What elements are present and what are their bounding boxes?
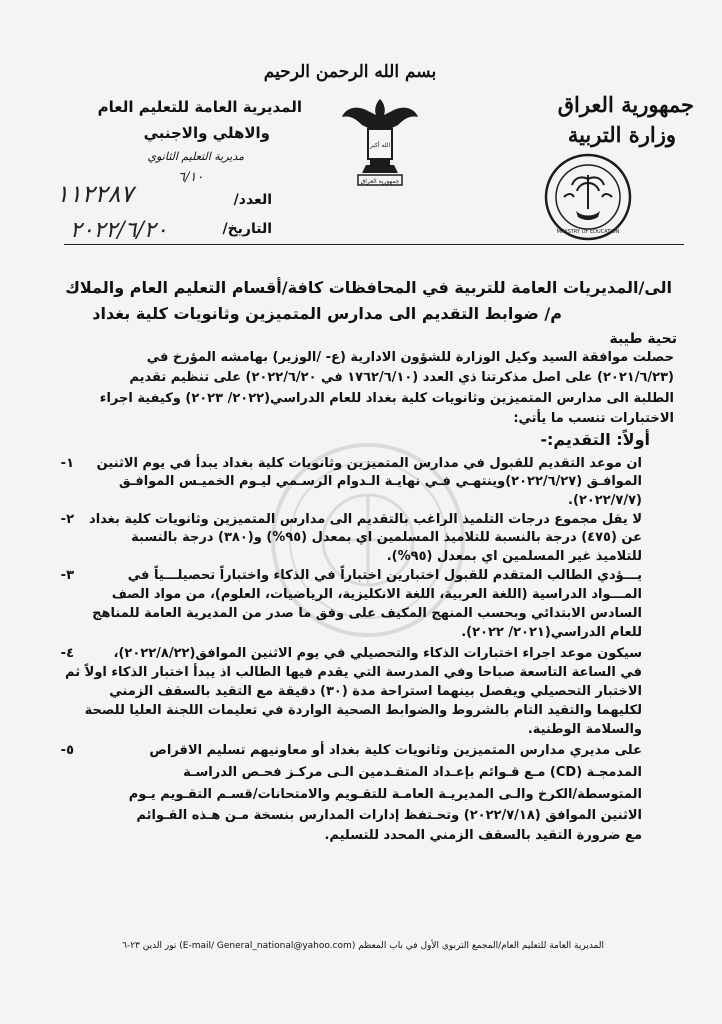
item-number: ٥- [60,743,74,758]
item-number: ٣- [60,568,74,583]
addressee: الى/المديريات العامة للتربية في المحافظات كافة/أقسام التعليم العام والملاك [65,278,672,297]
intro-line: (٢٠٢١/٦/٢٣) على اصل مذكرتنا ذي العدد (١٧٦٢/٦/١٠ في ٢٠٢٢/٦/٢٠) على تنظيم تقديم [129,370,674,385]
iraq-eagle-emblem-icon [340,95,420,187]
item-line: يـــؤدي الطالب المتقدم للقبول اختبارين اختباراً في الذكاء واختباراً تحصيلـــياً في [127,568,642,583]
item-line: لكليهما والتقيد التام بالشروط والضوابط الصحية الواردة في تعليمات اللجنة العليا للصحة [84,703,642,718]
intro-line: حصلت موافقة السيد وكيل الوزارة للشؤون الادارية (ع- /الوزير) بهامشه المؤرخ في [146,350,674,365]
item-line: الاختبار التحصيلي ويفصل بينهما استراحة مدة (٣٠) دقيقة مع التقيد بالسقف الزمني [109,684,642,699]
item-line: سيكون موعد اجراء اختبارات الذكاء والتحصيلي في يوم الاثنين الموافق(٢٠٢٢/٨/٢٢)، [113,646,642,661]
item-line: الموافـق (٢٠٢٢/٦/٢٧)وينتهـي فـي نهايـة الـدوام الرسـمي ليـوم الخميـس الموافـق [119,474,642,489]
emblem-base-text: جمهورية العراق [360,178,400,185]
item-line: المـــواد الدراسية (اللغة العربية، اللغة الانكليزية، الرياضيات، العلوم)، من مواد الصف [111,587,642,602]
greeting: تحية طيبة [609,331,677,347]
header-divider [64,244,684,245]
directorate-line-3: مديرية التعليم الثانوي [147,150,244,163]
item-line: السادس الابتدائي وبحسب المنهج المكيف على وفق ما صدر من المديرية العامة للمناهج [92,606,642,621]
item-line: في الساعة التاسعة صباحا وفي المدرسة التي يقدم فيها الطالب اذ يبدأ اختبار الذكاء اولاً ثم [65,665,642,680]
item-number: ٢- [60,512,74,527]
item-line: المدمجـة (CD) مـع قـوائم بإعـداد المتقـدمين الـى مركـز فحـص الدراسـة [183,765,642,780]
handwritten-number: ١١٢٢٨٧ [56,180,134,208]
item-line: ان موعد التقديم للقبول في مدارس المتميزين وثانويات كلية بغداد يبدأ في يوم الاثنين [96,456,642,471]
item-line: على مديري مدارس المتميزين وثانويات كلية بغداد أو معاونيهم تسليم الاقراص [149,743,642,758]
item-line: عن (٤٧٥) درجة بالنسبة للتلاميذ المسلمين اي بمعدل (٩٥%) و(٣٨٠) درجة بالنسبة [131,530,642,545]
country-name: جمهورية العراق [557,92,694,117]
item-line: (٢٠٢٢/٧/٧). [568,493,642,508]
seal-label: MINISTRY OF EDUCATION [556,229,620,235]
item-line: المتوسطة/الكرخ والـى المديريـة العامـة للتقـويم والامتحانات/قسـم التقـويم يـوم [128,787,642,802]
directorate-line-2: والاهلي والاجنبي [143,124,270,142]
item-number: ٤- [60,646,74,661]
reference-number-label: العدد/ [233,192,272,208]
reference-date-label: التاريخ/ [222,221,272,237]
section-title: أولاً: التقديم:- [540,430,650,449]
footer-text: المديرية العامة للتعليم العام/المجمع التربوي الأول في باب المعظم (E-mail/ General_national@yahoo.com) نور الدين ٢٣-٦ [122,941,604,951]
item-number: ١- [60,456,74,471]
emblem-banner-text: الله أكبر [369,142,391,149]
ministry-seal-icon [544,153,632,241]
item-line: والسلامة الوطنية. [527,722,642,737]
directorate-line-1: المديرية العامة للتعليم العام [97,98,302,116]
item-line: للعام الدراسي(٢٠٢١/ ٢٠٢٢). [461,625,642,640]
item-line: مع ضرورة التقيد بالسقف الزمني المحدد للتسليم. [324,828,642,843]
item-line: الاثنين الموافق (٢٠٢٢/٧/١٨) وتحـتفظ إدارات المدارس بنسخة مـن هـذه القـوائم [136,808,642,823]
intro-line: الاختبارات تنسب ما يأتي: [513,411,674,426]
subject-line: م/ ضوابط التقديم الى مدارس المتميزين وثانويات كلية بغداد [92,304,562,323]
item-line: للتلاميذ غير المسلمين اي بمعدل (٩٥%). [386,549,642,564]
handwritten-date: ٢٠٢٢/٦/٢٠ [70,218,168,243]
basmala: بسم الله الرحمن الرحيم [263,62,437,82]
ministry-name: وزارة التربية [567,122,676,147]
item-line: لا يقل مجموع درجات التلميذ الراغب بالتقديم الى مدارس المتميزين وثانويات كلية بغداد [89,512,642,527]
intro-line: الطلبة الى مدارس المتميزين وثانويات كلية بغداد للعام الدراسي(٢٠٢٢/ ٢٠٢٣) وكيفية اجراء [99,391,674,406]
handwritten-margin-note: ٦/١٠ [178,170,204,185]
